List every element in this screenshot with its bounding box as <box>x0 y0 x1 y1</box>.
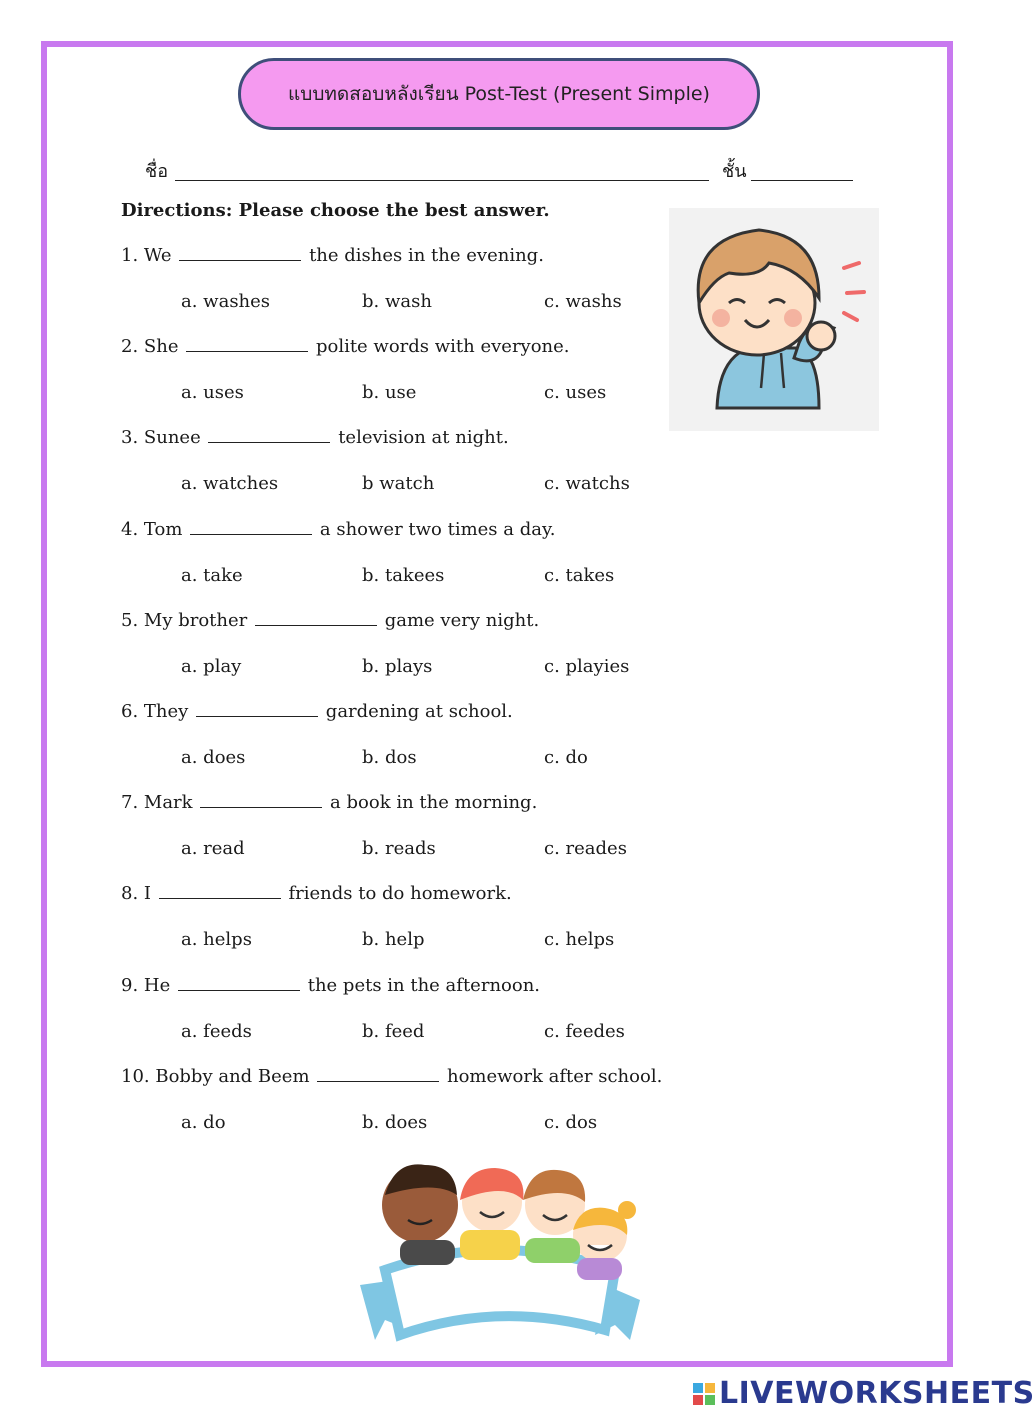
option-8-b[interactable]: b. help <box>362 929 425 951</box>
option-5-c[interactable]: c. playies <box>544 655 630 677</box>
directions-text: Directions: Please choose the best answer. <box>121 200 550 221</box>
question-text-before: 5. My brother <box>121 609 248 631</box>
option-2-a[interactable]: a. uses <box>181 382 244 404</box>
option-2-c[interactable]: c. uses <box>544 382 607 404</box>
answer-blank[interactable] <box>208 428 330 443</box>
question-text-before: 3. Sunee <box>121 427 201 449</box>
page-title: แบบทดสอบหลังเรียน Post-Test (Present Simple) <box>238 58 760 130</box>
option-9-b[interactable]: b. feed <box>362 1020 425 1042</box>
question-8 <box>121 883 512 904</box>
option-3-a[interactable]: a. watches <box>181 473 279 495</box>
boy-illustration <box>669 208 879 431</box>
question-7 <box>121 792 537 813</box>
question-text-before: 10. Bobby and Beem <box>121 1065 310 1087</box>
option-4-b[interactable]: b. takees <box>362 564 445 586</box>
question-9 <box>121 975 540 996</box>
class-label: ชั้น <box>722 161 747 182</box>
liveworksheets-brand <box>693 1376 1035 1411</box>
option-1-b[interactable]: b. wash <box>362 291 432 312</box>
question-3 <box>121 427 509 448</box>
option-6-a[interactable]: a. does <box>181 747 246 768</box>
name-label: ชื่อ <box>145 161 169 182</box>
question-2 <box>121 336 570 357</box>
option-5-a[interactable]: a. play <box>181 655 242 677</box>
question-text-before: 6. They <box>121 701 189 722</box>
question-text-after: television at night. <box>338 427 509 449</box>
option-4-a[interactable]: a. take <box>181 564 243 586</box>
question-4 <box>121 519 555 540</box>
answer-blank[interactable] <box>186 337 308 352</box>
question-text-before: 9. He <box>121 974 171 996</box>
question-text-before: 8. I <box>121 883 152 905</box>
question-1 <box>121 245 544 266</box>
question-text-before: 2. She <box>121 336 179 358</box>
answer-blank[interactable] <box>200 793 322 808</box>
answer-blank[interactable] <box>159 884 281 899</box>
question-text-after: friends to do homework. <box>288 883 512 905</box>
kids-banner-illustration <box>355 1160 645 1350</box>
class-field[interactable] <box>751 180 853 181</box>
answer-blank[interactable] <box>196 702 318 717</box>
option-7-b[interactable]: b. reads <box>362 838 436 860</box>
option-6-b[interactable]: b. dos <box>362 747 417 768</box>
brand-name: LIVEWORKSHEETS <box>719 1376 1035 1411</box>
option-9-a[interactable]: a. feeds <box>181 1020 252 1042</box>
answer-blank[interactable] <box>190 520 312 535</box>
liveworksheets-logo-icon <box>693 1383 715 1405</box>
answer-blank[interactable] <box>178 976 300 991</box>
question-text-after: the dishes in the evening. <box>309 245 544 266</box>
option-1-a[interactable]: a. washes <box>181 291 271 312</box>
question-text-after: a shower two times a day. <box>319 518 556 540</box>
name-class-row <box>145 156 855 186</box>
option-8-c[interactable]: c. helps <box>544 929 615 951</box>
answer-blank[interactable] <box>317 1067 439 1082</box>
question-text-before: 1. We <box>121 245 172 266</box>
option-3-c[interactable]: c. watchs <box>544 473 630 495</box>
answer-blank[interactable] <box>255 611 377 626</box>
question-text-after: gardening at school. <box>325 701 513 722</box>
option-3-b[interactable]: b watch <box>362 473 435 495</box>
question-10 <box>121 1066 662 1087</box>
option-10-c[interactable]: c. dos <box>544 1111 598 1133</box>
question-text-after: a book in the morning. <box>330 792 538 814</box>
option-7-a[interactable]: a. read <box>181 838 245 860</box>
option-10-b[interactable]: b. does <box>362 1111 428 1133</box>
question-text-after: game very night. <box>384 609 540 631</box>
name-field[interactable] <box>175 180 709 181</box>
question-text-after: homework after school. <box>447 1065 663 1087</box>
option-6-c[interactable]: c. do <box>544 747 588 768</box>
question-text-before: 7. Mark <box>121 792 193 814</box>
option-7-c[interactable]: c. reades <box>544 838 627 860</box>
option-9-c[interactable]: c. feedes <box>544 1020 625 1042</box>
option-1-c[interactable]: c. washs <box>544 291 622 312</box>
option-4-c[interactable]: c. takes <box>544 564 615 586</box>
option-2-b[interactable]: b. use <box>362 382 417 404</box>
question-text-after: the pets in the afternoon. <box>307 974 541 996</box>
question-5 <box>121 610 539 631</box>
answer-blank[interactable] <box>179 246 301 261</box>
question-text-after: polite words with everyone. <box>315 336 570 358</box>
question-text-before: 4. Tom <box>121 518 183 540</box>
option-10-a[interactable]: a. do <box>181 1111 226 1133</box>
option-5-b[interactable]: b. plays <box>362 655 433 677</box>
question-6 <box>121 701 513 722</box>
option-8-a[interactable]: a. helps <box>181 929 252 951</box>
